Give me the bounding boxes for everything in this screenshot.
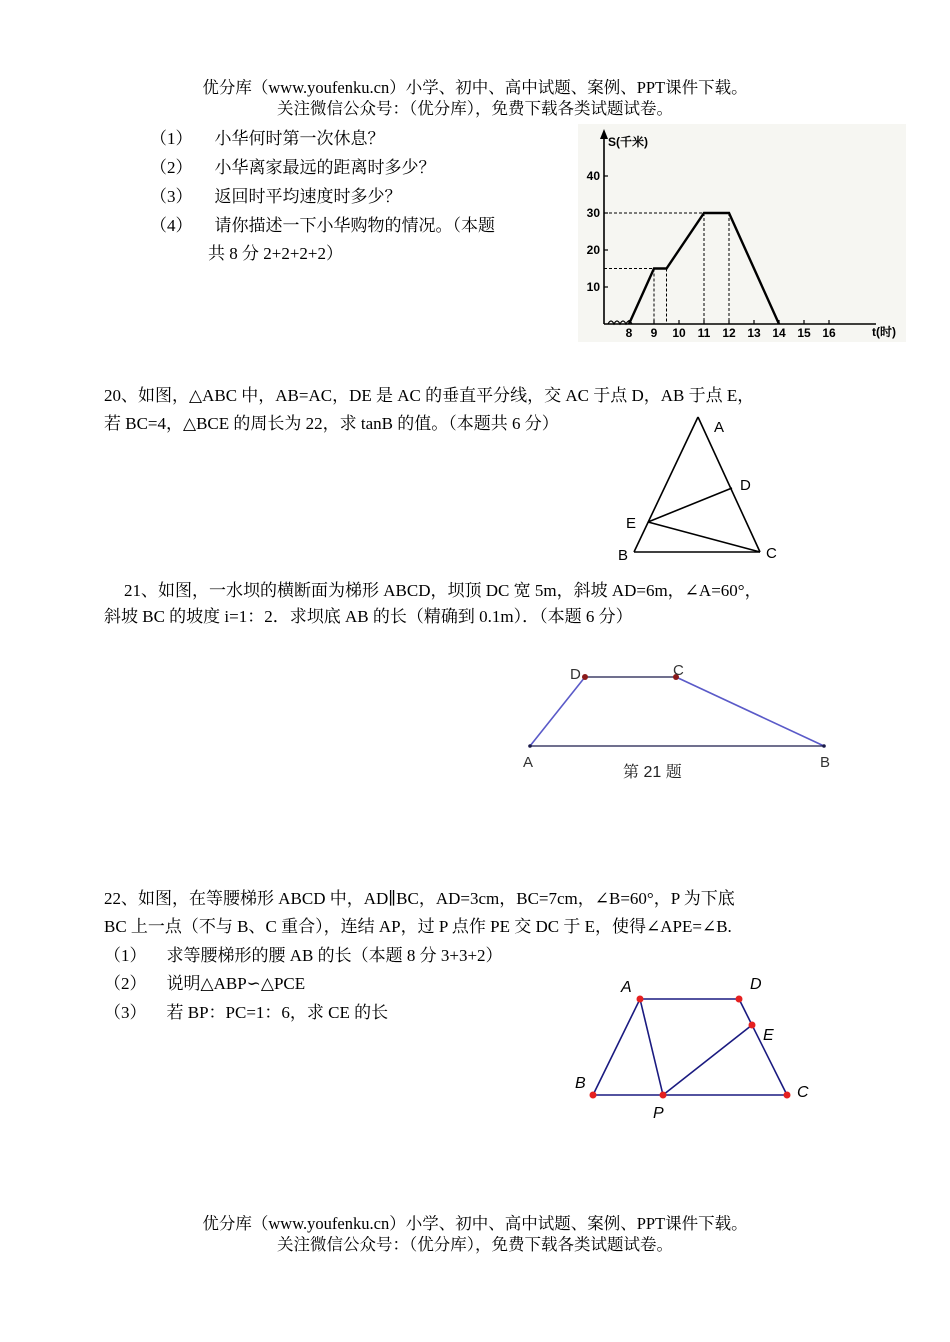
q22-item-text: 求等腰梯形的腰 AB 的长（本题 8 分 3+3+2）	[166, 946, 503, 965]
q22-isosceles-trapezoid-figure	[565, 968, 825, 1128]
point-label-A: A	[523, 754, 534, 771]
point-A	[637, 996, 644, 1003]
q19-item-2	[150, 157, 436, 179]
point-P	[660, 1092, 667, 1099]
segment-AB	[593, 999, 640, 1095]
q22-item-num: （2）	[104, 974, 147, 993]
q21-trapezoid-figure	[510, 656, 840, 786]
segment-DC	[739, 999, 787, 1095]
point-label-D: D	[750, 976, 762, 993]
y-tick-label: 10	[586, 280, 600, 294]
header-line-1: 优分库（www.youfenku.cn）小学、初中、高中试题、案例、PPT课件下载。	[202, 78, 748, 97]
y-tick-label: 30	[586, 206, 600, 220]
segment-PE	[663, 1025, 752, 1095]
point-label-E: E	[763, 1027, 774, 1044]
segment-EC	[648, 522, 760, 552]
q22-item-num: （1）	[104, 946, 147, 965]
point-label-A: A	[621, 979, 632, 996]
segment-ED	[648, 488, 732, 522]
point-label-D: D	[570, 666, 581, 683]
x-tick-label: 12	[722, 326, 736, 340]
x-tick-label: 10	[672, 326, 686, 340]
q19-item-3	[150, 186, 402, 208]
x-tick-label: 14	[772, 326, 786, 340]
x-axis-label: t(时)	[872, 325, 896, 339]
point-D	[736, 996, 743, 1003]
point-label-C: C	[766, 545, 777, 562]
q19-item-4	[150, 215, 495, 237]
figure-caption: 第 21 题	[623, 764, 682, 781]
q22-item-text: 若 BP：PC=1：6，求 CE 的长	[166, 1003, 389, 1022]
q20-triangle-figure	[610, 412, 800, 568]
q22-item-num: （3）	[104, 1003, 147, 1022]
q19-item-1	[150, 128, 385, 150]
footer-line-1: 优分库（www.youfenku.cn）小学、初中、高中试题、案例、PPT课件下载。	[202, 1214, 748, 1233]
y-tick-label: 20	[586, 243, 600, 257]
point-label-D: D	[740, 477, 751, 494]
q19-item-text: 请你描述一下小华购物的情况。（本题	[214, 216, 495, 235]
q21-line-2: 斜坡 BC 的坡度 i=1：2．求坝底 AB 的长（精确到 0.1m）．（本题 6 分）	[104, 607, 633, 626]
q19-item-num: （3）	[150, 187, 193, 206]
point-A	[528, 744, 532, 748]
y-tick-label: 40	[586, 169, 600, 183]
segment-CB	[676, 677, 824, 746]
q19-item-text: 小华何时第一次休息？	[214, 129, 385, 148]
point-label-A: A	[714, 419, 725, 436]
point-label-C: C	[673, 662, 684, 679]
segment-AB	[634, 417, 698, 552]
point-D	[582, 674, 588, 680]
x-tick-label: 9	[650, 326, 658, 340]
q22-line-2: BC 上一点（不与 B、C 重合），连结 AP，过 P 点作 PE 交 DC 于 E，使得∠APE=∠B.	[104, 917, 732, 936]
footer-line-2: 关注微信公众号：（优分库），免费下载各类试题试卷。	[277, 1235, 673, 1254]
q22-item-3	[104, 1002, 388, 1024]
point-label-B: B	[618, 547, 629, 564]
q22-item-1	[104, 945, 503, 967]
chart-background	[578, 124, 906, 342]
x-tick-label: 13	[747, 326, 761, 340]
x-tick-label: 8	[625, 326, 633, 340]
x-tick-label: 11	[697, 326, 711, 340]
q20-line-2: 若 BC=4，△BCE 的周长为 22，求 tanB 的值。（本题共 6 分）	[104, 414, 559, 433]
q21-line-1: 21、如图，一水坝的横断面为梯形 ABCD，坝顶 DC 宽 5m，斜坡 AD=6m，∠A=60°，	[124, 581, 762, 600]
q19-item-num: （4）	[150, 216, 193, 235]
segment-AD	[530, 677, 585, 746]
q22-item-2	[104, 973, 305, 995]
point-label-E: E	[626, 515, 637, 532]
x-tick-label: 15	[797, 326, 811, 340]
x-tick-label: 16	[822, 326, 836, 340]
y-axis-label: S(千米)	[608, 135, 648, 149]
point-B	[822, 744, 826, 748]
point-B	[590, 1092, 597, 1099]
q19-item-text: 返回时平均速度时多少？	[214, 187, 402, 206]
distance-time-chart	[578, 124, 906, 342]
point-label-B: B	[820, 754, 831, 771]
q20-line-1: 20、如图，△ABC 中，AB=AC，DE 是 AC 的垂直平分线，交 AC 于点 D，AB 于点 E，	[104, 386, 755, 405]
point-label-P: P	[653, 1105, 664, 1122]
point-E	[749, 1022, 756, 1029]
q19-item-4-cont: 共 8 分 2+2+2+2）	[208, 244, 344, 263]
q19-item-num: （2）	[150, 158, 193, 177]
point-C	[784, 1092, 791, 1099]
point-label-C: C	[797, 1084, 809, 1101]
q22-item-text: 说明△ABP∽△PCE	[166, 974, 306, 993]
q19-item-text: 小华离家最远的距离时多少？	[214, 158, 436, 177]
point-label-B: B	[575, 1075, 586, 1092]
q22-line-1: 22、如图，在等腰梯形 ABCD 中，AD∥BC，AD=3cm，BC=7cm，∠B=60°，P 为下底	[104, 889, 735, 908]
segment-AP	[640, 999, 663, 1095]
header-line-2: 关注微信公众号：（优分库），免费下载各类试题试卷。	[277, 99, 673, 118]
q19-item-num: （1）	[150, 129, 193, 148]
